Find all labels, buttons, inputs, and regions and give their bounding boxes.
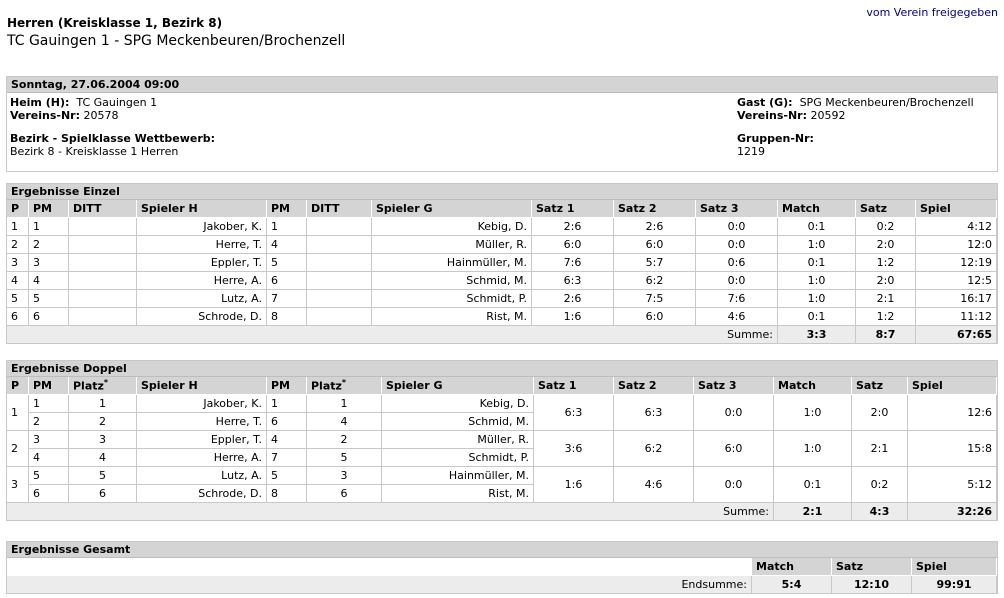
- singles-header-cell: PM: [29, 200, 69, 218]
- table-cell: Schrode, D.: [137, 485, 267, 503]
- doubles-header-cell: [852, 377, 908, 395]
- singles-sum-value: 67:65: [916, 326, 997, 343]
- table-cell: 1: [307, 395, 382, 413]
- table-cell: 1: [69, 395, 137, 413]
- singles-sum-label: Summe:: [7, 326, 778, 343]
- singles-header-cell: DITT: [307, 200, 372, 218]
- doubles-header-label: Satz 2: [618, 379, 657, 392]
- group-value: 1219: [737, 145, 765, 158]
- table-cell: Eppler, T.: [137, 431, 267, 449]
- table-cell: 12:0: [916, 236, 997, 254]
- doubles-header-cell: [534, 377, 614, 395]
- group-label: Gruppen-Nr:: [737, 132, 814, 145]
- total-title: Ergebnisse Gesamt: [7, 542, 997, 558]
- table-cell: 15:8: [908, 431, 997, 467]
- doubles-header-label: P: [11, 379, 20, 392]
- table-cell: 3: [69, 431, 137, 449]
- table-cell: Herre, T.: [137, 236, 267, 254]
- table-cell: 1:0: [778, 236, 856, 254]
- doubles-header-cell: [137, 377, 267, 395]
- table-cell: Herre, A.: [137, 272, 267, 290]
- table-cell: 2:0: [856, 236, 916, 254]
- table-cell: 6:3: [614, 395, 694, 431]
- table-cell: 1:2: [856, 254, 916, 272]
- asterisk-footnote-marker: *: [103, 378, 109, 388]
- table-cell: 5: [267, 254, 307, 272]
- table-cell: 1:2: [856, 308, 916, 326]
- table-cell: 4:6: [614, 467, 694, 503]
- table-cell: 2:1: [856, 290, 916, 308]
- singles-sum-row: [7, 326, 997, 343]
- total-sum-satz: 12:10: [832, 576, 912, 593]
- table-cell: 5:7: [614, 254, 696, 272]
- table-cell: 5: [29, 290, 69, 308]
- table-cell: Lutz, A.: [137, 467, 267, 485]
- table-cell: 12:5: [916, 272, 997, 290]
- table-cell: Eppler, T.: [137, 254, 267, 272]
- table-cell: 4: [267, 431, 307, 449]
- doubles-header-cell: [908, 377, 997, 395]
- doubles-sum-label: Summe:: [7, 503, 774, 520]
- table-cell: 1: [267, 395, 307, 413]
- table-cell: Rist, M.: [372, 308, 532, 326]
- match-date: Sonntag, 27.06.2004 09:00: [7, 77, 997, 93]
- doubles-panel: [6, 360, 998, 521]
- asterisk-footnote-marker: *: [341, 378, 347, 388]
- doubles-header-label: Satz: [856, 379, 884, 392]
- table-cell: 0:0: [696, 272, 778, 290]
- table-cell: 3: [307, 467, 382, 485]
- total-header-match: Match: [752, 558, 832, 576]
- singles-header-cell: Spieler G: [372, 200, 532, 218]
- table-cell: 4:12: [916, 218, 997, 236]
- table-cell: Herre, A.: [137, 449, 267, 467]
- doubles-header-cell: [29, 377, 69, 395]
- table-cell: 0:0: [696, 218, 778, 236]
- singles-header-cell: PM: [267, 200, 307, 218]
- total-panel: [6, 541, 998, 594]
- table-cell: 6:3: [532, 272, 614, 290]
- doubles-header-cell: [7, 377, 29, 395]
- table-cell: 2: [7, 236, 29, 254]
- doubles-header-label: Spieler H: [141, 379, 198, 392]
- table-cell: Schrode, D.: [137, 308, 267, 326]
- guest-club-no-label: Vereins-Nr:: [737, 109, 808, 122]
- doubles-header-cell: [69, 377, 137, 395]
- table-cell: 2: [29, 413, 69, 431]
- table-row: [7, 467, 997, 485]
- table-cell: [307, 308, 372, 326]
- table-cell: Jakober, K.: [137, 395, 267, 413]
- table-cell: 0:2: [852, 467, 908, 503]
- table-cell: 2: [69, 413, 137, 431]
- table-cell: 0:1: [778, 254, 856, 272]
- table-cell: 4: [307, 413, 382, 431]
- singles-header-cell: Satz 2: [614, 200, 696, 218]
- table-cell: 7: [267, 290, 307, 308]
- table-cell: 5: [267, 467, 307, 485]
- singles-header-cell: DITT: [69, 200, 137, 218]
- table-cell: 12:19: [916, 254, 997, 272]
- table-cell: [69, 272, 137, 290]
- table-cell: 4: [29, 272, 69, 290]
- table-cell: 3:6: [534, 431, 614, 467]
- league-title: Herren (Kreisklasse 1, Bezirk 8): [7, 16, 223, 30]
- doubles-header-cell: [694, 377, 774, 395]
- singles-header-cell: Satz: [856, 200, 916, 218]
- table-cell: 4: [7, 272, 29, 290]
- table-cell: Schmid, M.: [382, 413, 534, 431]
- guest-club-no: 20592: [810, 109, 846, 122]
- doubles-title: Ergebnisse Doppel: [7, 361, 997, 377]
- table-cell: 8: [267, 485, 307, 503]
- table-cell: Schmidt, P.: [372, 290, 532, 308]
- table-cell: 3: [7, 254, 29, 272]
- table-cell: 2:6: [614, 218, 696, 236]
- table-row: [7, 290, 997, 308]
- singles-header-cell: Spiel: [916, 200, 997, 218]
- table-cell: 1: [7, 218, 29, 236]
- table-cell: 1:0: [778, 290, 856, 308]
- singles-header-cell: Match: [778, 200, 856, 218]
- table-cell: 6:0: [694, 431, 774, 467]
- table-cell: 5: [69, 467, 137, 485]
- table-cell: [69, 218, 137, 236]
- table-cell: [69, 308, 137, 326]
- table-cell: 0:0: [694, 395, 774, 431]
- release-status-link[interactable]: vom Verein freigegeben: [866, 6, 998, 19]
- table-cell: 1: [29, 218, 69, 236]
- table-cell: 4:6: [696, 308, 778, 326]
- table-row: [7, 218, 997, 236]
- guest-team: SPG Meckenbeuren/Brochenzell: [799, 96, 974, 109]
- table-cell: 6: [267, 272, 307, 290]
- doubles-header-label: Platz: [73, 379, 104, 393]
- table-cell: Jakober, K.: [137, 218, 267, 236]
- table-cell: 8: [267, 308, 307, 326]
- table-cell: 12:6: [908, 395, 997, 431]
- table-cell: 7: [267, 449, 307, 467]
- pair-number: 1: [7, 395, 29, 431]
- table-cell: [307, 218, 372, 236]
- table-cell: 6: [267, 413, 307, 431]
- table-cell: 2: [307, 431, 382, 449]
- table-cell: 3: [29, 254, 69, 272]
- home-club-no-label: Vereins-Nr:: [10, 109, 81, 122]
- singles-table: [7, 200, 997, 343]
- table-cell: 0:2: [856, 218, 916, 236]
- table-cell: [307, 290, 372, 308]
- singles-sum-value: 3:3: [778, 326, 856, 343]
- doubles-header-label: Satz 3: [698, 379, 737, 392]
- table-row: [7, 236, 997, 254]
- table-cell: 1:0: [774, 395, 852, 431]
- table-cell: 2:0: [852, 395, 908, 431]
- district-value: Bezirk 8 - Kreisklasse 1 Herren: [10, 145, 179, 158]
- doubles-header-cell: [307, 377, 382, 395]
- doubles-header-cell: [267, 377, 307, 395]
- table-cell: Herre, T.: [137, 413, 267, 431]
- total-header-satz: Satz: [832, 558, 912, 576]
- total-header-spiel: Spiel: [912, 558, 997, 576]
- table-cell: Hainmüller, M.: [372, 254, 532, 272]
- doubles-sum-value: 32:26: [908, 503, 997, 520]
- total-table: [7, 558, 997, 593]
- doubles-sum-row: [7, 503, 997, 520]
- doubles-header-label: Spieler G: [386, 379, 443, 392]
- doubles-table: [7, 377, 997, 520]
- doubles-header-label: Platz: [311, 379, 342, 393]
- singles-panel: [6, 183, 998, 344]
- table-cell: 6: [29, 485, 69, 503]
- home-label: Heim (H):: [10, 96, 70, 109]
- total-sum-match: 5:4: [752, 576, 832, 593]
- table-cell: 6: [307, 485, 382, 503]
- table-cell: 4: [69, 449, 137, 467]
- table-cell: 7:6: [532, 254, 614, 272]
- doubles-header-cell: [774, 377, 852, 395]
- table-row: [7, 308, 997, 326]
- match-info-panel: [6, 76, 998, 172]
- singles-sum-value: 8:7: [856, 326, 916, 343]
- table-cell: 5: [307, 449, 382, 467]
- table-cell: 2:6: [532, 290, 614, 308]
- table-cell: Kebig, D.: [382, 395, 534, 413]
- doubles-header-label: Spiel: [912, 379, 943, 392]
- doubles-sum-value: 2:1: [774, 503, 852, 520]
- pair-number: 3: [7, 467, 29, 503]
- table-cell: 1:6: [532, 308, 614, 326]
- table-cell: [69, 236, 137, 254]
- guest-label: Gast (G):: [737, 96, 793, 109]
- table-cell: 1:0: [774, 431, 852, 467]
- doubles-header-cell: [382, 377, 534, 395]
- table-row: [7, 431, 997, 449]
- table-cell: 0:1: [774, 467, 852, 503]
- home-team: TC Gauingen 1: [76, 96, 158, 109]
- table-cell: 5: [29, 467, 69, 485]
- table-cell: [307, 254, 372, 272]
- table-cell: 0:0: [696, 236, 778, 254]
- table-cell: 5:12: [908, 467, 997, 503]
- table-cell: 2:1: [852, 431, 908, 467]
- table-cell: Lutz, A.: [137, 290, 267, 308]
- doubles-sum-value: 4:3: [852, 503, 908, 520]
- total-sum-label: Endsumme:: [7, 576, 752, 593]
- table-cell: 1: [29, 395, 69, 413]
- table-cell: Hainmüller, M.: [382, 467, 534, 485]
- table-cell: [69, 290, 137, 308]
- table-cell: 4: [267, 236, 307, 254]
- table-cell: 6:2: [614, 431, 694, 467]
- doubles-header-label: Match: [778, 379, 816, 392]
- table-cell: 0:1: [778, 218, 856, 236]
- table-cell: Müller, R.: [382, 431, 534, 449]
- table-cell: 7:6: [696, 290, 778, 308]
- table-cell: 6: [29, 308, 69, 326]
- doubles-header-cell: [614, 377, 694, 395]
- total-sum-spiel: 99:91: [912, 576, 997, 593]
- table-row: [7, 395, 997, 413]
- table-cell: [69, 254, 137, 272]
- table-cell: [307, 272, 372, 290]
- singles-header-cell: Satz 3: [696, 200, 778, 218]
- table-cell: 6:0: [614, 236, 696, 254]
- table-cell: 11:12: [916, 308, 997, 326]
- table-cell: 6: [7, 308, 29, 326]
- table-cell: Müller, R.: [372, 236, 532, 254]
- singles-title: Ergebnisse Einzel: [7, 184, 997, 200]
- table-cell: Schmidt, P.: [382, 449, 534, 467]
- table-cell: 3: [29, 431, 69, 449]
- table-cell: 6:3: [534, 395, 614, 431]
- singles-header-cell: Spieler H: [137, 200, 267, 218]
- table-cell: 6:0: [614, 308, 696, 326]
- home-club-no: 20578: [83, 109, 119, 122]
- table-cell: 1:6: [534, 467, 614, 503]
- doubles-header-label: PM: [33, 379, 53, 392]
- singles-header-cell: Satz 1: [532, 200, 614, 218]
- table-cell: 1: [267, 218, 307, 236]
- table-cell: Kebig, D.: [372, 218, 532, 236]
- table-cell: [307, 236, 372, 254]
- table-cell: 4: [29, 449, 69, 467]
- table-cell: 0:1: [778, 308, 856, 326]
- doubles-header-label: PM: [271, 379, 291, 392]
- table-cell: 6: [69, 485, 137, 503]
- doubles-header-label: Satz 1: [538, 379, 577, 392]
- table-row: [7, 254, 997, 272]
- table-row: [7, 272, 997, 290]
- district-label: Bezirk - Spielklasse Wettbewerb:: [10, 132, 216, 145]
- table-cell: 7:5: [614, 290, 696, 308]
- table-cell: 0:6: [696, 254, 778, 272]
- table-cell: 0:0: [694, 467, 774, 503]
- table-cell: 1:0: [778, 272, 856, 290]
- table-cell: 2:6: [532, 218, 614, 236]
- table-cell: 16:17: [916, 290, 997, 308]
- table-cell: 2: [29, 236, 69, 254]
- table-cell: 2:0: [856, 272, 916, 290]
- table-cell: Rist, M.: [382, 485, 534, 503]
- table-cell: Schmid, M.: [372, 272, 532, 290]
- table-cell: 6:0: [532, 236, 614, 254]
- table-cell: 6:2: [614, 272, 696, 290]
- page-title: TC Gauingen 1 - SPG Meckenbeuren/Brochenzell: [7, 33, 346, 49]
- table-cell: 5: [7, 290, 29, 308]
- pair-number: 2: [7, 431, 29, 467]
- singles-header-cell: P: [7, 200, 29, 218]
